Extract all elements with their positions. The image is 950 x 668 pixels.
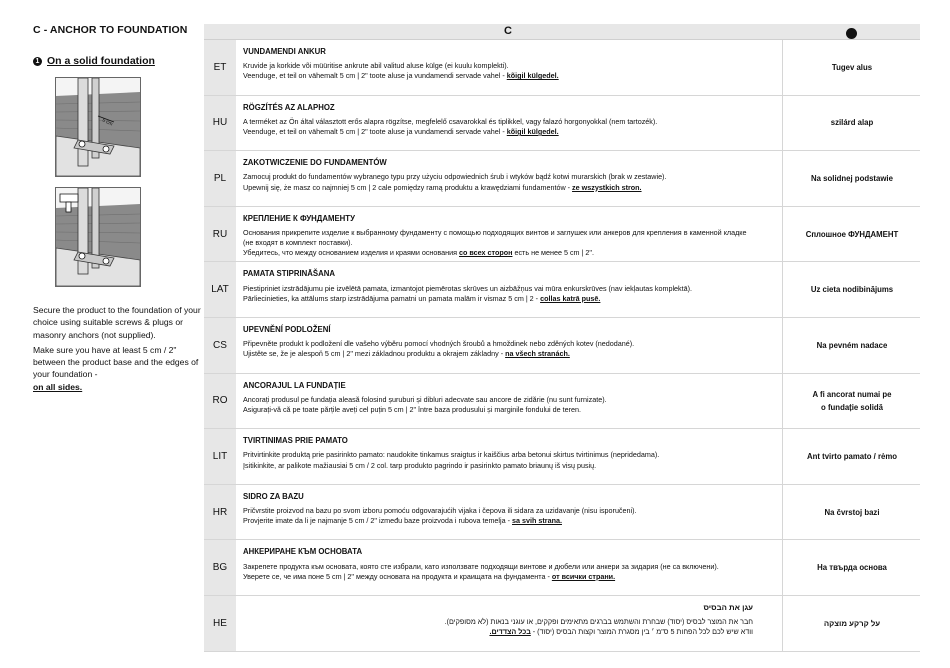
table-row [204, 429, 920, 485]
row-instructions [243, 325, 777, 360]
translation-table [204, 24, 920, 652]
row-answer: Ant tvirto pamato / rėmo [782, 429, 921, 484]
language-code: RU [204, 207, 236, 262]
language-code: CS [204, 318, 236, 373]
subsection-label: On a solid foundation [47, 55, 155, 67]
row-line-1: Připevněte produkt k podložení dle vašeho výběru pomocí vhodných šroubů a hmoždinek nebo zděných kotev (nedodané). [243, 339, 635, 349]
row-line-2: Уверете се, че има поне 5 cm | 2" между основата на продукта и краищата на фундамента - от всички страни. [243, 571, 616, 581]
row-instructions [243, 547, 777, 582]
table-row [204, 540, 920, 596]
language-code: BG [204, 540, 236, 595]
row-line-1: A terméket az Ön által választott erős alapra rögzítse, megfelelő csavarokkal és tiplikkel, vagy falazó horgonyokkal (nem tartozék). [243, 116, 658, 126]
row-line-1: חבר את המוצר לבסיס (יסוד) שבחרת והשתמש בברגים מתאימים ופקקים, או עוגני בנאות (לא מסופקים). [444, 617, 753, 627]
header-column-c: C [504, 25, 512, 37]
row-line-2: Veenduge, et teil on vähemalt 5 cm | 2" toote aluse ja vundamendi servade vahel - kõigil külgedel. [243, 71, 559, 81]
table-row [204, 374, 920, 430]
row-line-1: Kruvide ja korkide või müüritise ankrute abil valitud aluse külge (ei kuulu komplekti). [243, 61, 509, 71]
language-code: HU [204, 96, 236, 151]
description [33, 304, 203, 396]
language-code: HE [204, 596, 236, 651]
table-row [204, 485, 920, 541]
description-p1: Secure the product to the foundation of your choice using suitable screws & plugs or masonry anchors (not supplied). [33, 305, 201, 340]
language-code: PL [204, 151, 236, 206]
row-instructions [243, 436, 777, 471]
language-code: RO [204, 374, 236, 429]
row-title: עגן את הבסיס [703, 602, 753, 612]
anchor-drill-diagram [56, 78, 140, 176]
step-bullet-icon: 1 [33, 57, 42, 66]
table-row [204, 96, 920, 152]
table-row [204, 40, 920, 96]
row-line-2: Provjerite imate da li je najmanje 5 cm / 2" između baze proizvoda i rubova temelja - sa svih strana. [243, 516, 562, 526]
row-line-1: Piestipriniet izstrādājumu pie izvēlētā pamata, izmantojot piemērotas skrūves un aizbāžņus vai mūra enkurskrūves (nav iekļautas komplektā). [243, 283, 693, 293]
row-line-2: Убедитесь, что между основанием изделия и краями основания со всех сторон есть не менее 5 cm | 2". [243, 248, 594, 258]
row-link: na všech stranách. [505, 349, 570, 359]
left-panel [33, 24, 201, 392]
row-line-2: וודא שיש לכם לכל הפחות 5 ס"מ ׳ בין מסגרת המוצר וקצות הבסיס (יסוד) - בכל הצדדים. [489, 627, 753, 637]
language-code: LAT [204, 262, 236, 317]
table-rows [204, 40, 920, 652]
row-line-2: Pārliecinieties, ka attālums starp izstrādājuma pamatni un pamata malām ir vismaz 5 cm | 2 - collas katrā pusē. [243, 293, 601, 303]
row-title: RÖGZÍTÉS AZ ALAPHOZ [243, 102, 335, 112]
row-title: TVIRTINIMAS PRIE PAMATO [243, 436, 348, 446]
row-link: kõigil külgedel. [506, 127, 559, 136]
anchor-screw-diagram [56, 188, 140, 286]
row-link: от всички страни. [551, 571, 616, 581]
row-title: PAMATA STIPRINĀŠANA [243, 269, 335, 279]
row-answer: A fi ancorat numai pe o fundație solidă [782, 374, 921, 429]
table-header [204, 24, 920, 40]
row-line-1: Pritvirtinkite produktą prie pasirinkto pamato: naudokite tinkamus sraigtus ir kaiščius arba betonui skirtus tvirtinimus (nepridedama). [243, 450, 660, 460]
row-link: בכל הצדדים. [489, 627, 531, 637]
description-p2: Make sure you have at least 5 cm / 2" between the product base and the edges of your foundation - on all sides. [33, 344, 199, 392]
row-answer: Na čvrstoj bazi [782, 485, 921, 540]
table-row [204, 318, 920, 374]
row-answer: Uz cieta nodibinājums [782, 262, 921, 317]
row-line-2: Įsitikinkite, ar palikote mažiausiai 5 cm / 2 col. tarp produkto pagrindo ir pasirinkto pamato briaunų iš visų pusių. [243, 460, 597, 470]
row-title: SIDRO ZA BAZU [243, 491, 304, 501]
row-line-1: Ancorați produsul pe fundația aleasă folosind șuruburi și dibluri adecvate sau ancore de zidărie (nu sunt furnizate). [243, 394, 607, 404]
row-link: collas katrā pusē. [540, 293, 601, 303]
language-code: HR [204, 485, 236, 540]
row-link: ze wszystkich stron. [572, 182, 642, 192]
row-instructions [243, 603, 753, 638]
row-instructions [243, 103, 777, 138]
row-line-2: Ujistěte se, že je alespoň 5 cm | 2" mezi základnou produktu a okrajem základny - na všech stranách. [243, 349, 570, 359]
row-link: со всех сторон [459, 248, 513, 258]
anchor-illustration-bottom [55, 187, 141, 287]
description-link: on all sides. [33, 381, 83, 392]
row-line-2: Asigurați-vă că pe toate părțile aveți cel puțin 5 cm | 2" între baza produsului și marginile fondului de teren. [243, 404, 582, 414]
row-title: UPEVNĚNÍ PODLOŽENÍ [243, 324, 331, 334]
row-title: VUNDAMENDI ANKUR [243, 47, 326, 56]
row-title: АНКЕРИРАНЕ КЪМ ОСНОВАТА [243, 547, 363, 557]
row-line-1: Закрепете продукта към основата, която сте избрали, като използвате подходящи винтове и дюбели или анкери за зидария (не са включени). [243, 561, 719, 571]
row-answer: Tugev alus [782, 40, 921, 95]
table-row [204, 596, 920, 652]
table-row [204, 262, 920, 318]
dimension-label: 5 cm [101, 117, 114, 128]
row-line-2: Veenduge, et teil on vähemalt 5 cm | 2" toote aluse ja vundamendi servade vahel - kõigil külgedel. [243, 127, 559, 136]
row-line-1: Zamocuj produkt do fundamentów wybranego typu przy użyciu odpowiednich śrub i wtyków bądź kotwi murarskich (brak w zestawie). [243, 172, 667, 182]
row-title: КРЕПЛЕНИЕ К ФУНДАМЕНТУ [243, 213, 355, 223]
row-answer: На твърда основа [782, 540, 921, 595]
subsection-heading [33, 55, 193, 67]
row-line-1b: (не входят в комплект поставки). [243, 238, 353, 248]
row-instructions [243, 381, 777, 416]
row-answer: Na pevném nadace [782, 318, 921, 373]
row-title: ZAKOTWICZENIE DO FUNDAMENTÓW [243, 158, 387, 168]
anchor-illustration-top [55, 77, 141, 177]
row-line-2: Upewnij się, że masz co najmniej 5 cm | 2 cale pomiędzy ramą produktu a krawędziami fundamentów - ze wszystkich stron. [243, 182, 642, 192]
row-title: ANCORAJUL LA FUNDAȚIE [243, 380, 346, 390]
row-instructions [243, 492, 777, 527]
table-row [204, 151, 920, 207]
row-line-1: Основания прикрепите изделие к выбранному фундаменту с помощью подходящих винтов и заглушек или анкеров для крепления в каменной кладке [243, 227, 747, 237]
row-answer: על קרקע מוצקה [782, 596, 921, 651]
language-code: ET [204, 40, 236, 95]
row-link: kõigil külgedel. [506, 71, 559, 81]
row-instructions [243, 214, 777, 259]
row-answer: szilárd alap [782, 96, 921, 151]
step-bullet-icon [846, 28, 857, 39]
language-code: LIT [204, 429, 236, 484]
row-answer: Na solidnej podstawie [782, 151, 921, 206]
table-row [204, 207, 920, 263]
row-instructions [243, 158, 777, 193]
row-answer: Сплошное ФУНДАМЕНТ [782, 207, 921, 262]
row-link: sa svih strana. [512, 516, 562, 526]
row-instructions [243, 269, 777, 304]
row-line-1: Pričvrstite proizvod na bazu po svom izboru pomoću odgovarajućih vijaka i čepova ili sidara za uzidavanje (nisu isporučeni). [243, 505, 637, 515]
row-instructions [243, 47, 777, 82]
section-title: C - ANCHOR TO FOUNDATION [33, 24, 188, 36]
